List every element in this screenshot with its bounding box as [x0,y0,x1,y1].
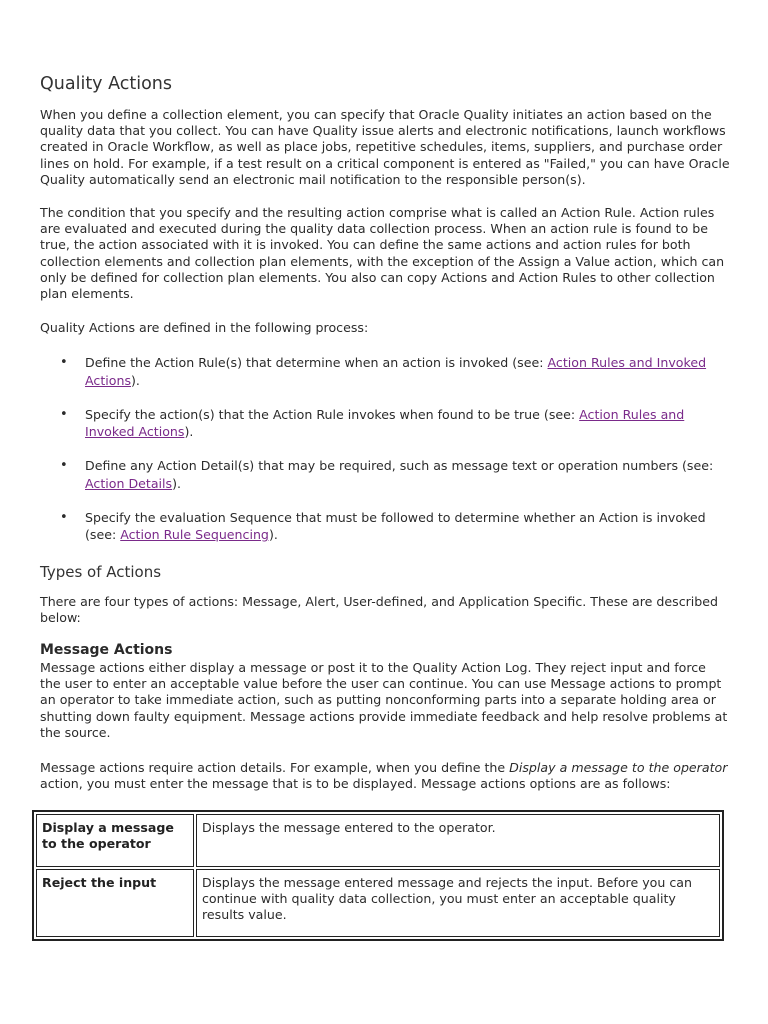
bullet-icon: • [60,509,68,525]
bullet-icon: • [60,458,68,473]
table-row [36,814,720,867]
option-name: Display a message to the operator [36,814,194,867]
process-intro: Quality Actions are defined in the following process: [40,320,369,335]
page-title: Quality Actions [40,74,173,94]
types-paragraph: There are four types of actions: Message, Alert, User-defined, and Application Specific. These are described below: [40,594,719,626]
bullet-icon: • [60,355,68,370]
intro-paragraph: When you define a collection element, you can specify that Oracle Quality initiates an action based on the quality data that you collect. You can have Quality issue alerts and electronic notifications, launch workflows created in Oracle Workflow, as well as place jobs, repetitive schedules, items, suppliers, and purchase order lines on hold. For example, if a test result on a critical component is entered as "Failed," you can have Oracle Quality automatically send an electronic mail notification to the responsible person(s). [40,107,730,187]
list-item: • Define the Action Rule(s) that determine when an action is invoked (see: Action Rules and Invoked Actions). [60,355,707,388]
table-row [36,869,720,937]
list-item: • Specify the evaluation Sequence that must be followed to determine whether an Action is invoked (see: Action Rule Sequencing). [60,509,706,542]
option-name: Reject the input [36,869,194,937]
action-details-paragraph: Message actions require action details. For example, when you define the Display a message to the operator action, you must enter the message that is to be displayed. Message actions options are as follows: [40,760,728,792]
option-description: Displays the message entered message and rejects the input. Before you can continue with quality data collection, you must enter an acceptable quality results value. [196,869,720,937]
action-rules-link[interactable]: Action Rules and Invoked Actions [85,355,707,388]
display-message-term: Display a message to the operator [509,760,728,775]
action-details-link[interactable]: Action Details [85,475,173,491]
option-description: Displays the message entered to the operator. [196,814,720,867]
list-item: • Specify the action(s) that the Action Rule invokes when found to be true (see: Action Rules and Invoked Actions). [60,406,685,439]
message-actions-paragraph: Message actions either display a message or post it to the Quality Action Log. They reject input and force the user to enter an acceptable value before the user can continue. You can use Message actions to prompt an operator to take immediate action, such as putting nonconforming parts into a separate holding area or shutting down faulty equipment. Message actions provide immediate feedback and help resolve problems at the source. [40,660,728,740]
message-options-table [32,810,724,941]
bullet-icon: • [60,406,68,422]
list-item: • Define any Action Detail(s) that may be required, such as message text or operation numbers (see: Action Details). [60,458,714,491]
message-actions-heading: Message Actions [40,642,173,658]
types-of-actions-heading: Types of Actions [40,563,162,581]
process-steps-list [40,354,730,560]
action-rule-sequencing-link[interactable]: Action Rule Sequencing [120,527,269,542]
action-rules-link[interactable]: Action Rules and Invoked Actions [85,406,685,439]
action-rule-paragraph: The condition that you specify and the resulting action comprise what is called an Action Rule. Action rules are evaluated and executed during the quality data collection process. When an action rule is found to be true, the action associated with it is invoked. You can define the same actions and action rules for both collection elements and collection plan elements, with the exception of the Assign a Value action, which can only be defined for collection plan elements. You also can copy Actions and Action Rules to other collection plan elements. [40,205,725,302]
